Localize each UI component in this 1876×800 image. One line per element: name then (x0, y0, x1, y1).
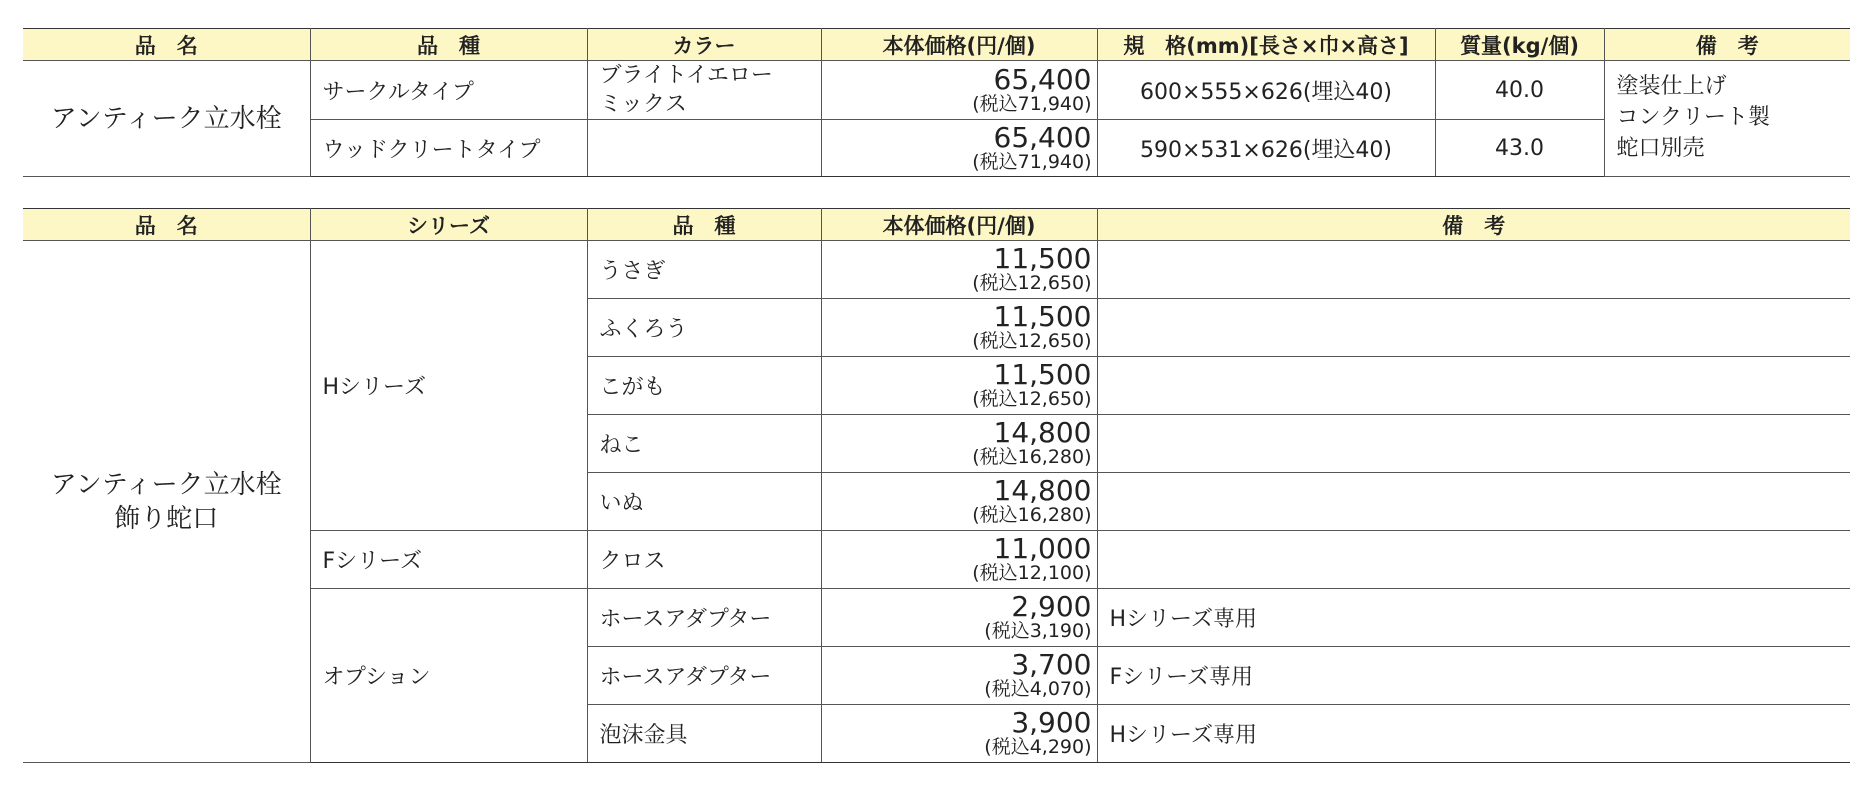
price-cell (821, 473, 1097, 531)
note-cell: Hシリーズ専用 (1097, 589, 1850, 647)
price-table (23, 208, 1850, 763)
type-cell: サークルタイプ (310, 61, 587, 120)
price-cell (821, 705, 1097, 763)
note-cell: Fシリーズ専用 (1097, 647, 1850, 705)
type-cell: ウッドクリートタイプ (310, 120, 587, 177)
series-cell: Fシリーズ (310, 531, 587, 589)
table-header-row (23, 29, 1850, 61)
note-line: 蛇口別売 (1616, 136, 1705, 161)
weight-cell: 40.0 (1435, 61, 1604, 120)
note-cell (1097, 299, 1850, 357)
header-spec: 規 格(mm)[長さ×巾×高さ] (1097, 29, 1435, 61)
color-line: ミックス (599, 92, 687, 117)
series-cell: Hシリーズ (310, 241, 587, 531)
note-cell (1097, 415, 1850, 473)
price-tax: (税込3,190) (984, 620, 1092, 642)
price-cell (821, 299, 1097, 357)
spec-cell: 600×555×626(埋込40) (1097, 61, 1435, 120)
type-cell: いぬ (587, 473, 821, 531)
header-price: 本体価格(円/個) (821, 209, 1097, 241)
header-price: 本体価格(円/個) (821, 29, 1097, 61)
spec-table (23, 28, 1850, 177)
note-cell (1097, 473, 1850, 531)
header-weight: 質量(kg/個) (1435, 29, 1604, 61)
price-value: 3,700 (1011, 648, 1092, 681)
header-type: 品 種 (587, 209, 821, 241)
price-value: 11,000 (993, 532, 1092, 565)
note-line: 塗装仕上げ (1616, 74, 1727, 99)
header-series: シリーズ (310, 209, 587, 241)
price-cell (821, 531, 1097, 589)
price-tax: (税込16,280) (972, 504, 1092, 526)
spec-cell: 590×531×626(埋込40) (1097, 120, 1435, 177)
price-cell (821, 415, 1097, 473)
price-value: 14,800 (993, 474, 1092, 507)
note-cell (1097, 357, 1850, 415)
color-line: ブライトイエロー (599, 63, 773, 88)
header-product-name: 品 名 (23, 29, 310, 61)
type-cell: 泡沫金具 (587, 705, 821, 763)
note-cell (1097, 531, 1850, 589)
price-cell (821, 357, 1097, 415)
note-cell (1097, 241, 1850, 299)
price-tax: (税込12,100) (972, 562, 1092, 584)
header-color: カラー (587, 29, 821, 61)
product-name-cell: アンティーク立水栓 (23, 61, 310, 177)
table-header-row (23, 209, 1850, 241)
header-product-name: 品 名 (23, 209, 310, 241)
weight-cell: 43.0 (1435, 120, 1604, 177)
price-value: 65,400 (993, 62, 1092, 96)
type-cell: ホースアダプター (587, 647, 821, 705)
price-value: 11,500 (993, 242, 1092, 275)
price-tax: (税込16,280) (972, 446, 1092, 468)
price-cell (821, 61, 1097, 120)
table-row (23, 61, 1850, 120)
type-cell: うさぎ (587, 241, 821, 299)
header-type: 品 種 (310, 29, 587, 61)
price-value: 11,500 (993, 358, 1092, 391)
note-cell: Hシリーズ専用 (1097, 705, 1850, 763)
price-tax: (税込71,940) (972, 150, 1092, 173)
price-value: 2,900 (1011, 590, 1092, 623)
price-cell (821, 241, 1097, 299)
price-value: 11,500 (993, 300, 1092, 333)
type-cell: こがも (587, 357, 821, 415)
price-tax: (税込4,290) (984, 736, 1092, 758)
price-value: 14,800 (993, 416, 1092, 449)
product-name-cell: アンティーク立水栓 飾り蛇口 (23, 241, 310, 763)
price-tax: (税込12,650) (972, 272, 1092, 294)
price-tax: (税込12,650) (972, 388, 1092, 410)
price-cell (821, 120, 1097, 177)
header-notes: 備 考 (1097, 209, 1850, 241)
type-cell: ホースアダプター (587, 589, 821, 647)
type-cell: ふくろう (587, 299, 821, 357)
price-tax: (税込4,070) (984, 678, 1092, 700)
price-value: 3,900 (1011, 706, 1092, 739)
price-cell (821, 589, 1097, 647)
price-tax: (税込71,940) (972, 92, 1092, 115)
notes-cell (1604, 61, 1850, 177)
table-row (23, 241, 1850, 299)
note-line: コンクリート製 (1616, 105, 1771, 130)
price-tax: (税込12,650) (972, 330, 1092, 352)
type-cell: ねこ (587, 415, 821, 473)
type-cell: クロス (587, 531, 821, 589)
color-cell (587, 61, 821, 120)
color-cell (587, 120, 821, 177)
series-cell: オプション (310, 589, 587, 763)
price-cell (821, 647, 1097, 705)
header-notes: 備 考 (1604, 29, 1850, 61)
price-value: 65,400 (993, 120, 1092, 154)
